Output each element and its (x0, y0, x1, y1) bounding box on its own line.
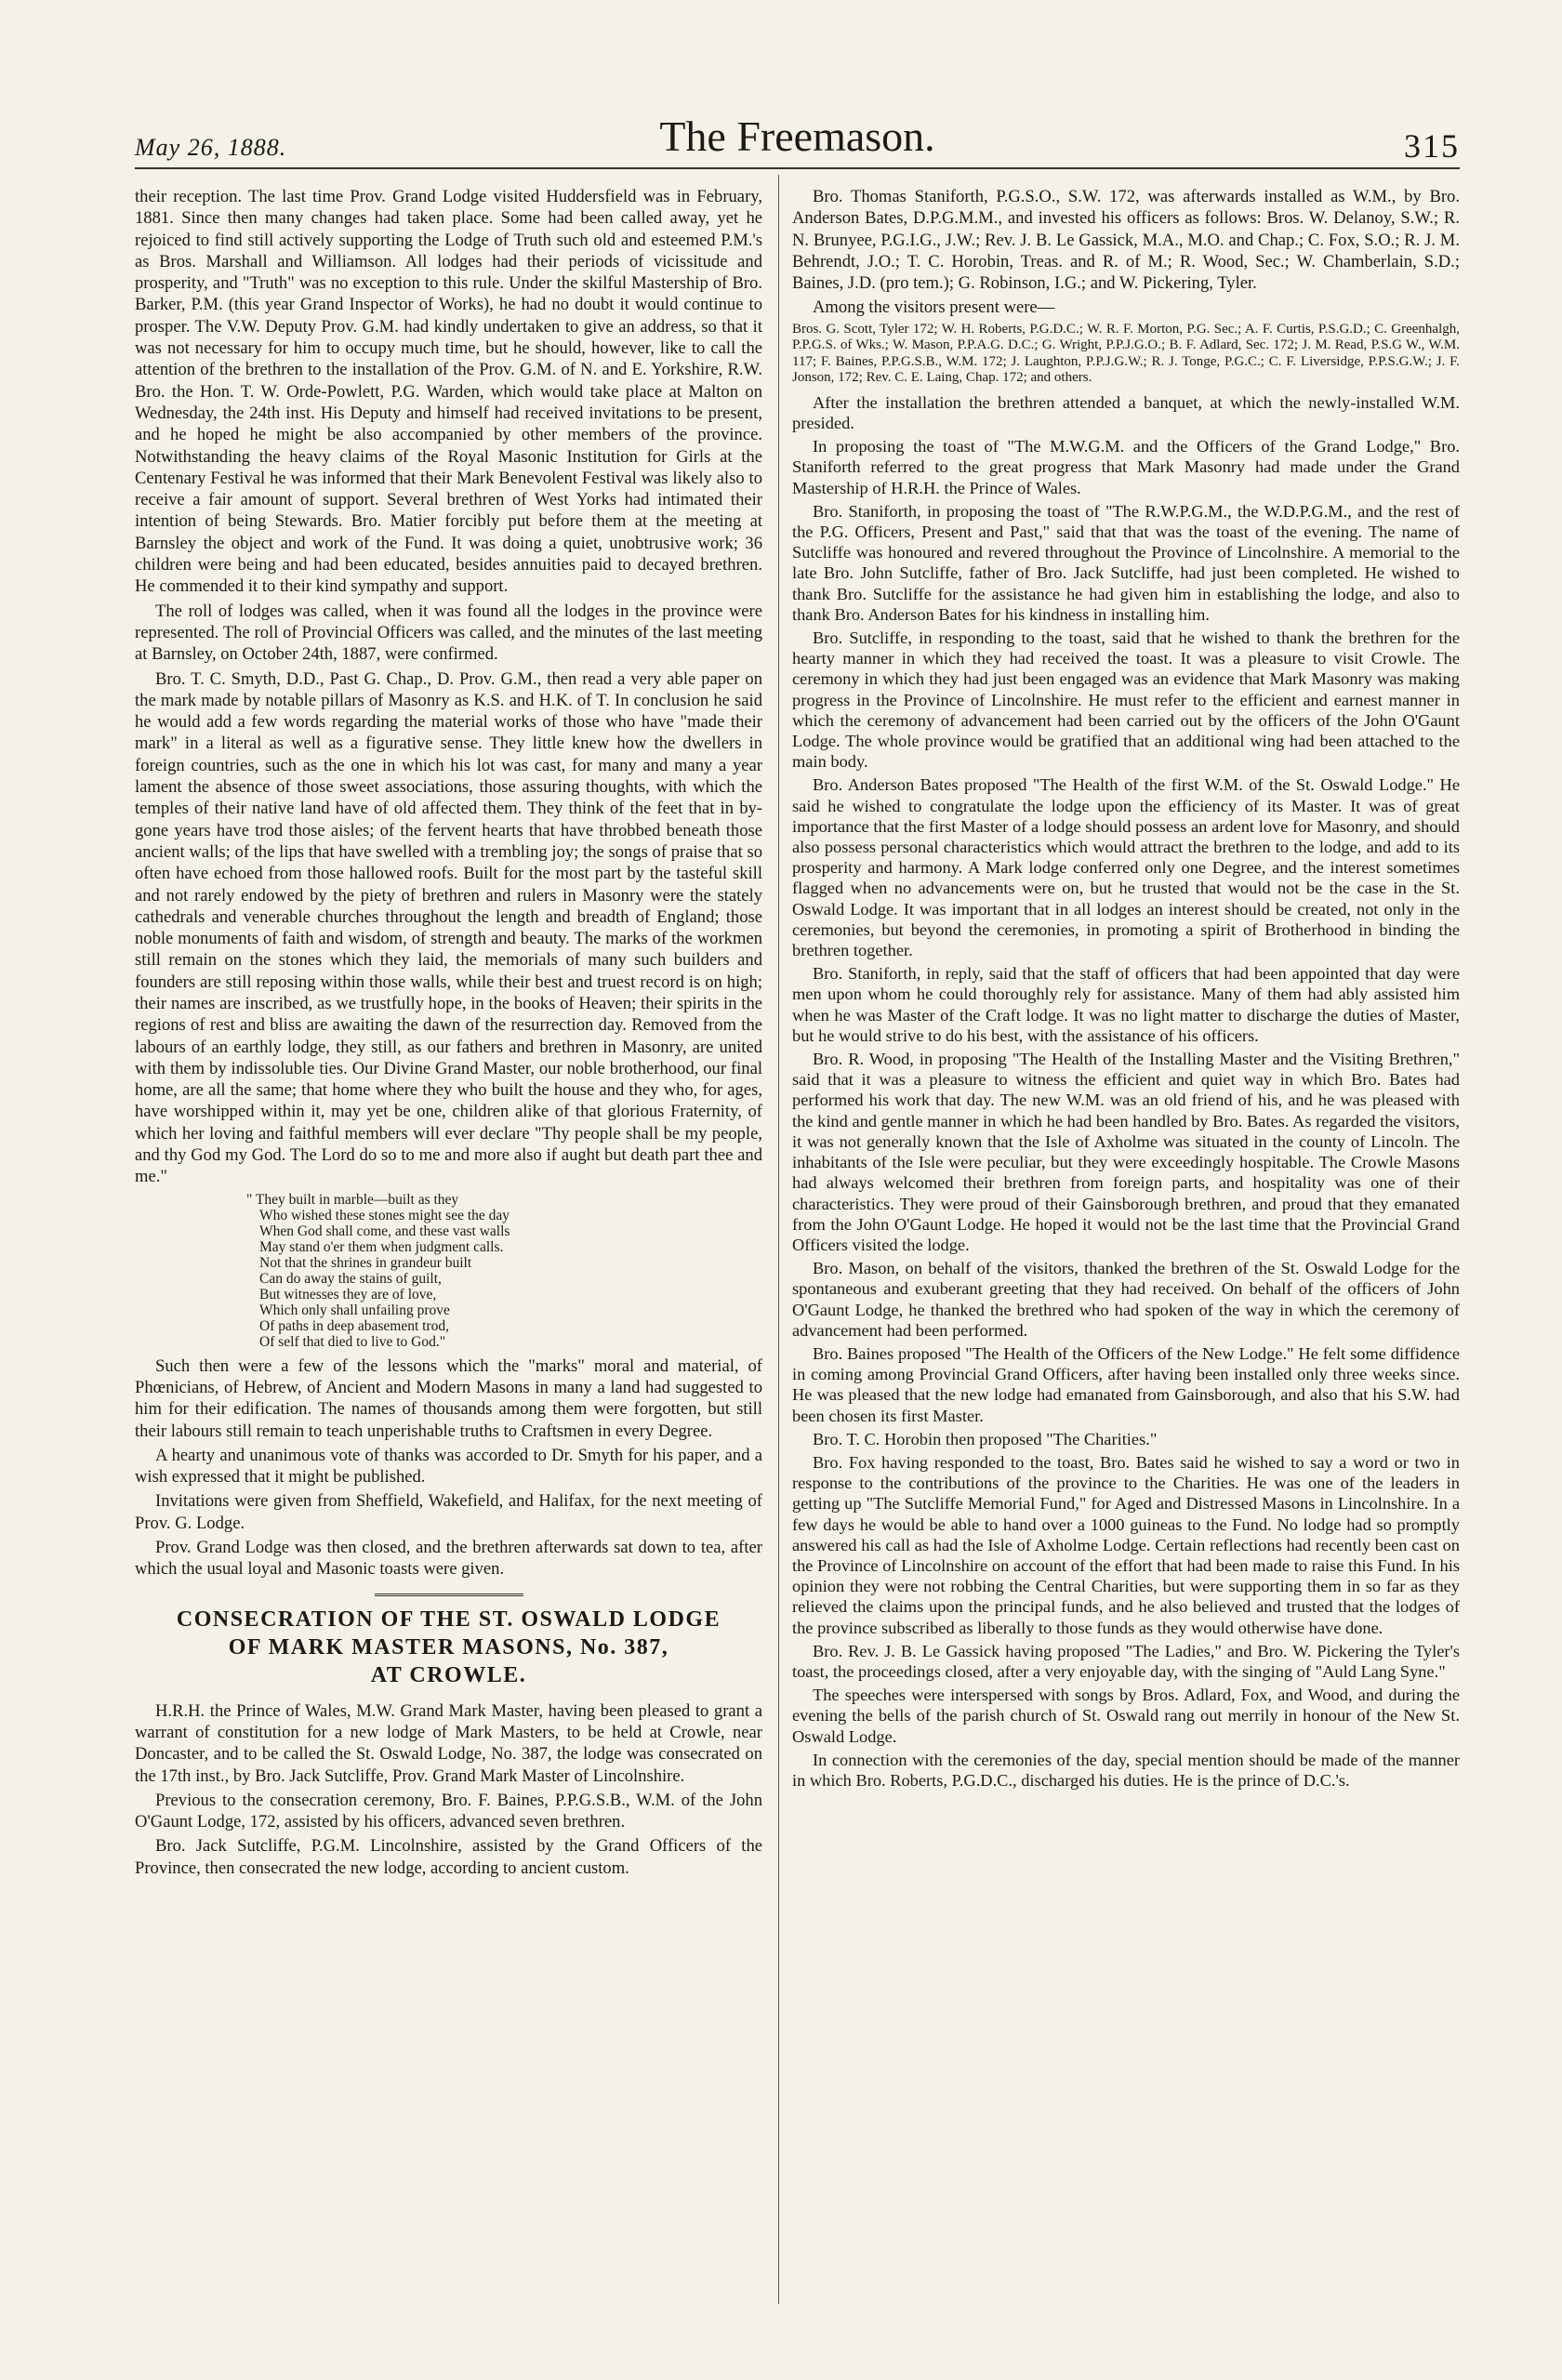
heading-line: CONSECRATION OF THE ST. OSWALD LODGE (176, 1606, 721, 1632)
poem-line: Not that the shrines in grandeur built (259, 1254, 472, 1271)
heading-line: AT CROWLE. (370, 1662, 527, 1687)
paragraph: Bro. Jack Sutcliffe, P.G.M. Lincolnshire, assisted by the Grand Officers of the Province, then consecrated the new lodge, according to ancient custom. (135, 1836, 762, 1878)
paragraph: Bro. R. Wood, in proposing "The Health of the Installing Master and the Visiting Brethren," said that it was a pleasure to witness the efficient and quiet way in which Bro. Bates had performed his work that day. The new W.M. was an old friend of his, and he was pleased with the kind and gentle manner in which he had been handled by Bro. Bates. As regarded the visitors, it was not generally known that the Isle of Axholme was situated in the county of Lincoln. The inhabitants of the Isle were peculiar, but they were exceedingly hospitable. The Crowle Masons had always welcomed their brethren from foreign parts, and hospitality was one of their characteristics. They were proud of their Gainsborough brethren, and proud that they emanated from the John O'Gaunt Lodge. He hoped it would not be the last time that the Provincial Grand Officers visited the lodge. (792, 1050, 1460, 1254)
paragraph: Bro. Mason, on behalf of the visitors, thanked the brethren of the St. Oswald Lodge for the spontaneous and exuberant greeting that they had received. On behalf of the officers of John O'Gaunt Lodge, he thanked the brethred who had spoken of the way in which the ceremony of advancement had been performed. (792, 1259, 1460, 1340)
paragraph: A hearty and unanimous vote of thanks was accorded to Dr. Smyth for his paper, and a wish expressed that it might be published. (135, 1445, 762, 1488)
paragraph: After the installation the brethren attended a banquet, at which the newly-installed W.M. presided. (792, 392, 1460, 432)
page-header (135, 112, 1460, 167)
paragraph: H.R.H. the Prince of Wales, M.W. Grand Mark Master, having been pleased to grant a warrant of constitution for a new lodge of Mark Masters, to be held at Crowle, near Doncaster, and to be called the St. Oswald Lodge, No. 387, the lodge was consecrated on the 17th inst., by Bro. Jack Sutcliffe, Prov. Grand Mark Master of Lincolnshire. (135, 1700, 762, 1786)
poem-line: Who wished these stones might see the day (259, 1207, 510, 1223)
paragraph: Prov. Grand Lodge was then closed, and the brethren afterwards sat down to tea, after which the usual loyal and Masonic toasts were given. (135, 1538, 762, 1580)
masthead-title: The Freemason. (659, 112, 935, 160)
paragraph: Bro. Staniforth, in proposing the toast of "The R.W.P.G.M., the W.D.P.G.M., and the rest of the P.G. Officers, Present and Past," said that that was the toast of the evening. The name of Sutcliffe was honoured and revered throughout the Province of Lincolnshire. A memorial to the late Bro. John Sutcliffe, father of Bro. Jack Sutcliffe, had just been completed. He wished to thank Bro. Sutcliffe for the assistance he had given him in establishing the lodge, and also to thank Bro. Anderson Bates for his kindness in installing him. (792, 501, 1460, 624)
article-heading (135, 1606, 762, 1689)
paragraph: Bro. Staniforth, in reply, said that the staff of officers that had been appointed that day were men upon whom he could thoroughly rely for assistance. Many of them had ably assisted him when he was Master of the Craft lodge. It was no light matter to discharge the duties of Master, but he would strive to do his best, with the assistance of his officers. (792, 964, 1460, 1045)
paragraph: Bro. Thomas Staniforth, P.G.S.O., S.W. 172, was afterwards installed as W.M., by Bro. Anderson Bates, D.P.G.M.M., and invested his officers as follows: Bros. W. Delanoy, S.W.; R. N. Brunyee, P.G.I.G., J.W.; Rev. J. B. Le Gassick, M.A., M.O. and Chap.; C. Fox, S.O.; R. J. M. Behrendt, J.O.; T. C. Horobin, Treas. and R. of M.; R. Wood, Sec.; W. Chamberlain, S.D.; Baines, J.D. (pro tem.); G. Robinson, I.G.; and W. Pickering, Tyler. (792, 187, 1460, 294)
poem-line: " They built in marble—built as they (246, 1191, 459, 1208)
poem-line: Which only shall unfailing prove (259, 1302, 450, 1318)
paragraph: Among the visitors present were— (813, 298, 1055, 318)
paragraph: The roll of lodges was called, when it was found all the lodges in the province were represented. The roll of Provincial Officers was called, and the minutes of the last meeting at Barnsley, on October 24th, 1887, were confirmed. (135, 601, 762, 665)
column-divider (778, 175, 779, 2304)
visitors-list: Bros. G. Scott, Tyler 172; W. H. Roberts, P.G.D.C.; W. R. F. Morton, P.G. Sec.; A. F. Curtis, P.S.G.D.; C. Greenhalgh, P.P.G.S. of Wks.; W. Mason, P.P.A.G. D.C.; G. Wright, P.P.J.G.O.; B. F. Adlard, Sec. 172; J. M. Read, P.S.G W., W.M. 117; F. Baines, P.P.G.S.B., W.M. 172; J. Laughton, P.P.J.G.W.; R. J. Tonge, P.G.C.; C. F. Liversidge, P.P.S.G.W.; J. F. Jonson, 172; Rev. C. E. Laing, Chap. 172; and others. (792, 321, 1460, 386)
paragraph: In connection with the ceremonies of the day, special mention should be made of the manner in which Bro. Roberts, P.G.D.C., discharged his duties. He is the prince of D.C.'s. (792, 1750, 1460, 1790)
paragraph: The speeches were interspersed with songs by Bros. Adlard, Fox, and Wood, and during the evening the bells of the parish church of St. Oswald rang out merrily in honour of the New St. Oswald Lodge. (792, 1686, 1460, 1746)
paragraph: In proposing the toast of "The M.W.G.M. and the Officers of the Grand Lodge," Bro. Staniforth referred to the great progress that Mark Masonry had made under the Grand Mastership of H.R.H. the Prince of Wales. (792, 437, 1460, 497)
poem-line: May stand o'er them when judgment calls. (259, 1238, 504, 1255)
header-rule (135, 167, 1460, 169)
issue-date: May 26, 1888. (135, 134, 287, 161)
poem-line: When God shall come, and these vast walls (259, 1223, 510, 1239)
poem-line: Of paths in deep abasement trod, (259, 1317, 450, 1334)
left-column (135, 186, 762, 1882)
poem (246, 1192, 762, 1350)
poem-line: Can do away the stains of guilt, (259, 1270, 442, 1287)
poem-line: Of self that died to live to God." (259, 1333, 446, 1350)
poem-line: But witnesses they are of love, (259, 1286, 437, 1302)
right-column (792, 186, 1460, 1793)
paragraph: Bro. Fox having responded to the toast, Bro. Bates said he wished to say a word or two in response to the contributions of the province to the Charities. He was one of the leaders in getting up "The Sutcliffe Memorial Fund," for Aged and Distressed Masons in Lincolnshire. In a few days he would be able to hand over a 1000 guineas to the Fund. No lodge had so promptly answered his call as had the Isle of Axholme Lodge. Certain reflections had recently been cast on the Province of Lincolnshire on account of the effort that had been made to raise this Fund. In his opinion they were not robbing the Central Charities, but were supporting them in so far as they relieved the claims upon the principal funds, and he also believed and trusted that the lodges of the province subscribed as liberally to those funds as they would otherwise have done. (792, 1452, 1460, 1637)
paragraph: Bro. Rev. J. B. Le Gassick having proposed "The Ladies," and Bro. W. Pickering the Tyler's toast, the proceedings closed, after a very enjoyable day, with the singing of "Auld Lang Syne." (792, 1641, 1460, 1681)
paragraph: Bro. T. C. Horobin then proposed "The Charities." (813, 1429, 1158, 1448)
paragraph: Such then were a few of the lessons which the "marks" moral and material, of Phœnicians, of Hebrew, of Ancient and Modern Masons in many a land had suggested to him for their edification. The names of thousands among them were forgotten, but still their labours still remain to teach unperishable truths to Craftsmen in every Degree. (135, 1355, 762, 1441)
paragraph: Invitations were given from Sheffield, Wakefield, and Halifax, for the next meeting of Prov. G. Lodge. (135, 1491, 762, 1533)
section-rule (375, 1593, 523, 1596)
paragraph: Bro. Baines proposed "The Health of the Officers of the New Lodge." He felt some diffidence in coming among Provincial Grand Officers, after having been installed only three weeks since. He was pleased that the new lodge had emanated from Gainsborough, and also that his S.W. had been chosen its first Master. (792, 1343, 1460, 1425)
paragraph: Bro. Sutcliffe, in responding to the toast, said that he wished to thank the brethren for the hearty manner in which they had received the toast. It was a pleasure to visit Crowle. The ceremony in which they had just been engaged was an evidence that Mark Masonry was making progress in the Province of Lincolnshire. He must refer to the efficient and earnest manner in which the ceremony of advancement had been carried out by the officers of the John O'Gaunt Lodge. The whole province would be gratified that an additional wing had been attached to the main body. (792, 628, 1460, 772)
paragraph: Previous to the consecration ceremony, Bro. F. Baines, P.P.G.S.B., W.M. of the John O'Gaunt Lodge, 172, assisted by his officers, advanced seven brethren. (135, 1790, 762, 1832)
paragraph: their reception. The last time Prov. Grand Lodge visited Huddersfield was in February, 1881. Since then many changes had taken place. Some had been called away, yet he rejoiced to find still actively supporting the Lodge of Truth such old and esteemed P.M.'s as Bros. Marshall and Williamson. All lodges had their periods of vicissitude and prosperity, and "Truth" was no exception to this rule. Under the skilful Mastership of Bro. Barker, P.M. (this year Grand Inspector of Works), he had no doubt it would continue to prosper. The V.W. Deputy Prov. G.M. had kindly undertaken to give an address, so that it was not necessary for him to occupy much time, but he should, however, like to call the attention of the brethren to the installation of the Prov. G.M. of N. and E. Yorkshire, R.W. Bro. the Hon. T. W. Orde-Powlett, P.G. Warden, which would take place at Malton on Wednesday, the 24th inst. His Deputy and himself had received invitations to be present, and he hoped he might be also accompanied by other members of the province. Notwithstanding the heavy claims of the Royal Masonic Institution for Girls at the Centenary Festival he was informed that their Mark Benevolent Festival was likely also to receive a fair amount of support. Several brethren of West Yorks had intimated their intention of being Stewards. Bro. Matier forcibly put before them at the meeting at Barnsley the object and work of the Fund. It was doing a quiet, unobtrusive work; 36 children were being and had been educated, besides annuities paid to decayed brethren. He commended it to their kind sympathy and support. (135, 187, 762, 597)
paragraph: Bro. T. C. Smyth, D.D., Past G. Chap., D. Prov. G.M., then read a very able paper on the mark made by notable pillars of Masonry as K.S. and H.K. of T. In conclusion he said he would add a few words regarding the material works of those who have "made their mark" in a literal as well as a figurative sense. They little knew how the dwellers in foreign countries, such as the one in which his lot was cast, for many and many a year lament the absence of those sweet associations, those assuring thoughts, with which the temples of their native land have of old affected them. They think of the feet that in by-gone years have trod those aisles; of the fervent hearts that have throbbed beneath those ancient walls; of the lips that have swelled with a trembling joy; the songs of praise that so often have echoed from those hallowed roofs. Built for the most part by the tasteful skill and not rarely endowed by the piety of brethren and rulers in Masonry were the stately cathedrals and venerable churches throughout the length and breadth of England; those noble monuments of faith and wisdom, of strength and beauty. The marks of the workmen still remain on the stones which they laid, the memorials of many such builders and founders are still reposing within those walls, while their best and truest record is on high; their names are inscribed, as we trustfully hope, in the books of Heaven; their spirits in the regions of rest and bliss are awaiting the dawn of the resurrection day. Removed from the labours of an earthly lodge, they still, as our fathers and brethren in Masonry, are united with them by indissoluble ties. Our Divine Grand Master, our noble brotherhood, our final home, are all the same; that home where they who built the house and they who, for ages, have worshipped within it, may yet be one, children alike of that glorious Fraternity, of which her loving and faithful members will ever declare "Thy people shall be my people, and thy God my God. The Lord do so to me and more also if aught but death part thee and me." (135, 668, 762, 1187)
heading-line: OF MARK MASTER MASONS, No. 387, (228, 1634, 669, 1659)
page-number: 315 (1404, 127, 1460, 165)
paragraph: Bro. Anderson Bates proposed "The Health of the first W.M. of the St. Oswald Lodge." He said he wished to congratulate the lodge upon the efficiency of its Master. It was of great importance that the first Master of a lodge should possess an ardent love for Masonry, and should also possess personal characteristics which would attract the brethren to the lodge, and add to its prosperity and harmony. A Mark lodge conferred only one Degree, and the interest sometimes flagged when no advancements were on, but he trusted that would not be the case in the St. Oswald Lodge. It was important that in all lodges an interest should be created, not only in the ceremonies, but beyond the ceremonies, in promoting a spirit of Brotherhood in binding the brethren together. (792, 775, 1460, 960)
